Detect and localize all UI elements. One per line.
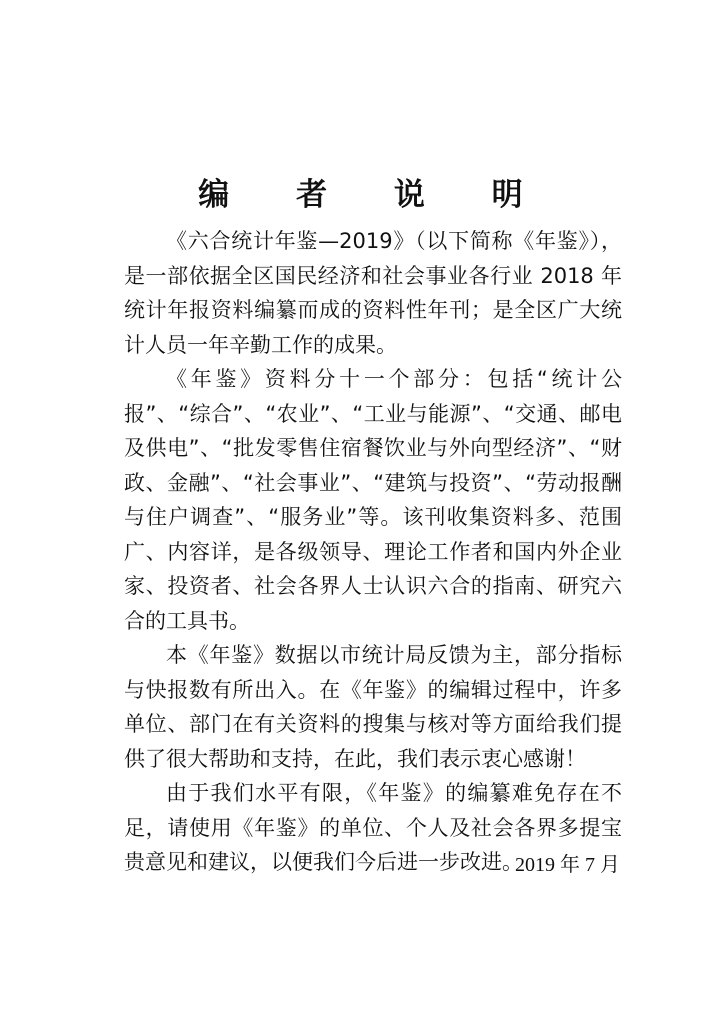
paragraph-1: 《六合统计年鉴—2019》（以下简称《年鉴》），是一部依据全区国民经济和社会事业各行业 2018 年统计年报资料编纂而成的资料性年刊；是全区广大统计人员一年辛勤工作的成果。 bbox=[124, 229, 622, 357]
paragraph-2: 《年鉴》资料分十一个部分：包括“统计公报”、“综合”、“农业”、“工业与能源”、“交通、邮电及供电”、“批发零售住宿餐饮业与外向型经济”、“财政、金融”、“社会事业”、“建筑与投资”、“劳动报酬与住户调查”、“服务业”等。该刊收集资料多、范围广、内容详，是各级领导、理论工作者和国内外企业家、投资者、社会各界人士认识六合的指南、研究六合的工具书。 bbox=[124, 367, 622, 633]
page-title: 编 者 说 明 bbox=[198, 176, 551, 213]
paragraph-3: 本《年鉴》数据以市统计局反馈为主，部分指标与快报数有所出入。在《年鉴》的编辑过程中，许多单位、部门在有关资料的搜集与核对等方面给我们提供了很大帮助和支持，在此，我们表示衷心感谢！ bbox=[124, 643, 622, 771]
body-text bbox=[124, 224, 622, 880]
publication-date: 2019 年 7 月 bbox=[515, 854, 620, 876]
paragraph-4: 由于我们水平有限，《年鉴》的编纂难免存在不足，请使用《年鉴》的单位、个人及社会各界多提宝贵意见和建议，以便我们今后进一步改进。 bbox=[124, 781, 622, 874]
